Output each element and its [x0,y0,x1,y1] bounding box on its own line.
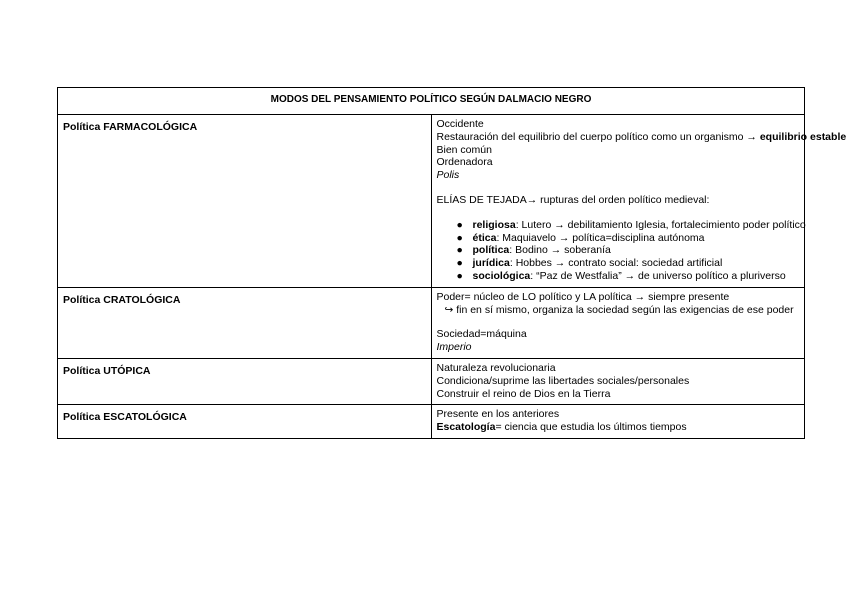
text-fragment: = ciencia que estudia los últimos tiempos [495,421,687,434]
bullet-icon: ● [456,269,463,282]
table-title: MODOS DEL PENSAMIENTO POLÍTICO SEGÚN DALMACIO NEGRO [58,88,805,115]
italic-line: Imperio [436,341,472,354]
text-line: Naturaleza revolucionaria [436,361,556,374]
list-item [437,244,800,257]
list-item [437,270,800,283]
text-line: Presente en los anteriores [436,408,560,421]
modes-table [57,87,847,439]
text-line: Bien común [436,143,492,156]
text-line: Poder= núcleo de LO político y LA política → siempre presente [436,290,730,303]
bullet-text: : Lutero → debilitamiento Iglesia, fortalecimiento poder político [515,218,806,231]
table-row [58,287,805,358]
bullet-text: : “Paz de Westfalia” → de universo político a pluriverso [530,269,786,282]
text-line: Occidente [436,118,484,130]
bold-term: equilibrio estable [759,130,847,143]
spacer [437,182,800,194]
list-item [437,257,800,270]
text-fragment: Restauración del equilibrio del cuerpo político como un organismo → [436,130,760,143]
bold-term: Escatología [436,421,496,434]
row-label-utopica: Política UTÓPICA [58,358,432,404]
spacer [437,316,800,328]
table-row [58,115,805,288]
spacer [437,207,800,219]
bullet-text: : Hobbes → contrato social: sociedad artificial [509,257,723,270]
table-row [58,358,805,404]
bullet-term: ética [472,231,497,244]
bullet-term: política [472,244,510,257]
italic-line: Polis [436,169,460,182]
text-line: Condiciona/suprime las libertades sociales/personales [436,374,690,387]
text-line [436,130,847,144]
table-row [58,405,805,439]
row-content-escatologica [431,405,805,439]
text-line [437,421,800,434]
table-header-row [58,88,805,115]
list-item [437,232,800,245]
bullet-term: sociológica [472,269,531,282]
row-label-escatologica: Política ESCATOLÓGICA [58,405,432,439]
text-line: Ordenadora [436,156,493,169]
bullet-list [437,218,806,283]
bullet-text: : Bodino → soberanía [509,244,611,257]
text-line: ↪ fin en sí mismo, organiza la sociedad según las exigencias de ese poder [444,303,794,316]
bullet-term: jurídica [472,257,510,270]
text-line: Construir el reino de Dios en la Tierra [436,387,611,400]
text-line: Sociedad=máquina [436,328,527,341]
bullet-icon: ● [456,218,463,231]
bullet-term: religiosa [472,218,516,231]
bullet-icon: ● [456,231,463,244]
row-content-cratologica [431,287,805,358]
bullet-icon: ● [456,257,463,270]
bullet-text: : Maquiavelo → política=disciplina autónoma [496,231,705,244]
row-content-farmacologica [431,115,847,288]
text-line: ELÍAS DE TEJADA→ rupturas del orden político medieval: [436,193,710,206]
bullet-icon: ● [456,244,463,257]
row-label-farmacologica: Política FARMACOLÓGICA [58,115,432,288]
list-item [437,218,806,232]
row-content-utopica [431,358,805,404]
row-label-cratologica: Política CRATOLÓGICA [58,287,432,358]
